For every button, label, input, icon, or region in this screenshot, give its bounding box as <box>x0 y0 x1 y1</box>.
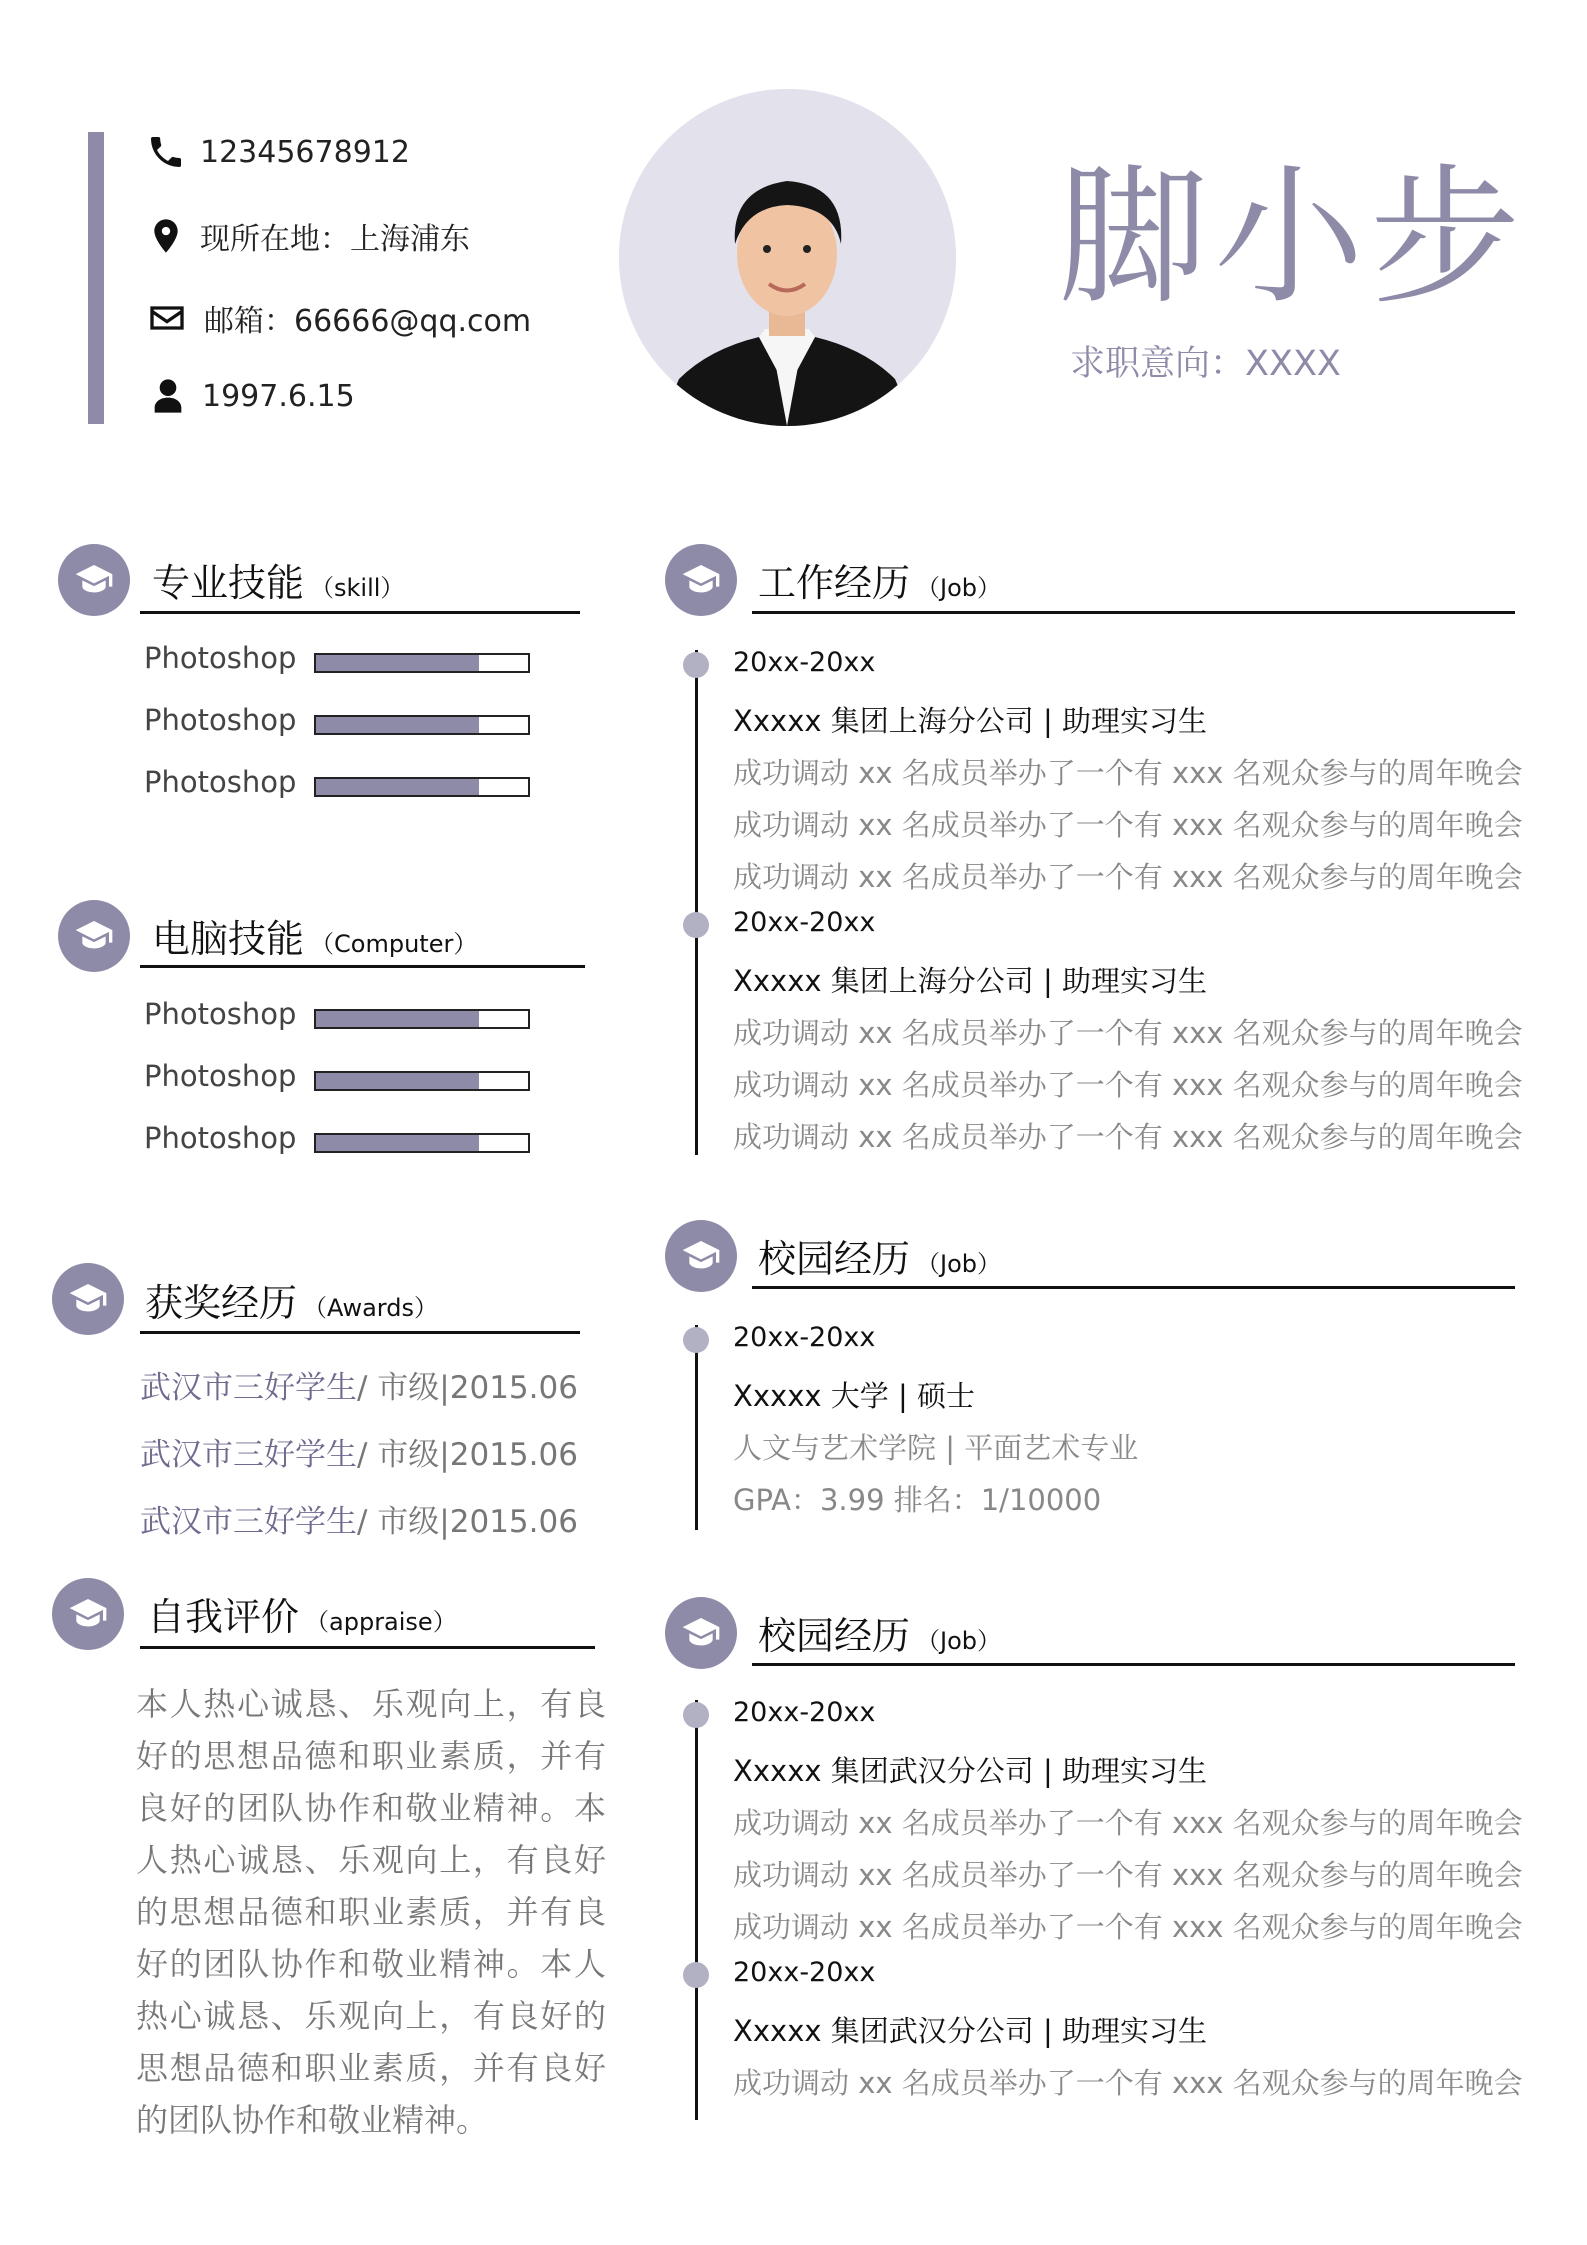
award-item <box>140 1496 578 1541</box>
section-rule <box>140 1331 580 1334</box>
location-text: 现所在地：上海浦东 <box>200 222 470 257</box>
section-rule <box>140 611 580 614</box>
entry-organization: Xxxxx 集团武汉分公司 | 助理实习生 <box>733 1754 1207 1788</box>
appraise-text: 本人热心诚恳、乐观向上，有良好的思想品德和职业素质，并有良好的团队协作和敬业精神。本人热心诚恳、乐观向上，有良好的思想品德和职业素质，并有良好的团队协作和敬业精神。本人热心诚恳、乐观向上，有良好的思想品德和职业素质，并有良好的团队协作和敬业精神。 <box>136 1685 606 2139</box>
section-icon-campus <box>665 1597 737 1669</box>
timeline-dot <box>683 1962 709 1988</box>
entry-description: 成功调动 xx 名成员举办了一个有 xxx 名观众参与的周年晚会 <box>733 860 1523 894</box>
skill-bar <box>314 1133 530 1153</box>
entry-period: 20xx-20xx <box>733 1322 876 1353</box>
section-icon-computer <box>58 900 130 972</box>
skill-bar-fill <box>316 717 479 733</box>
graduation-cap-icon <box>681 560 721 600</box>
skill-label: Photoshop <box>144 1059 297 1093</box>
section-rule <box>752 1286 1515 1289</box>
entry-description: GPA：3.99 排名：1/10000 <box>733 1483 1102 1517</box>
section-icon-awards <box>52 1263 124 1335</box>
section-title-campus: 校园经历 （Job） <box>758 1614 1002 1658</box>
section-title-computer: 电脑技能 （Computer） <box>152 917 478 961</box>
section-rule <box>752 611 1515 614</box>
mail-icon <box>144 298 190 338</box>
section-icon-job <box>665 544 737 616</box>
graduation-cap-icon <box>74 560 114 600</box>
graduation-cap-icon <box>681 1613 721 1653</box>
email-row <box>144 296 531 340</box>
section-title-job: 工作经历 （Job） <box>758 561 1002 605</box>
skill-bar-fill <box>316 779 479 795</box>
skill-bar <box>314 715 530 735</box>
birthday-row <box>148 376 355 416</box>
skill-label: Photoshop <box>144 765 297 799</box>
skill-bar <box>314 1009 530 1029</box>
award-meta: / 市级|2015.06 <box>357 1437 578 1473</box>
entry-period: 20xx-20xx <box>733 907 876 938</box>
graduation-cap-icon <box>68 1594 108 1634</box>
skill-bar <box>314 777 530 797</box>
phone-row <box>146 132 410 172</box>
skill-label: Photoshop <box>144 641 297 675</box>
phone-icon <box>146 132 186 172</box>
entry-description: 成功调动 xx 名成员举办了一个有 xxx 名观众参与的周年晚会 <box>733 2066 1523 2100</box>
timeline-line <box>695 1325 698 1530</box>
location-pin-icon <box>146 216 186 256</box>
section-icon-skill <box>58 544 130 616</box>
timeline-dot <box>683 1327 709 1353</box>
person-icon <box>148 376 188 416</box>
section-rule <box>140 965 585 968</box>
award-item <box>140 1362 578 1407</box>
section-icon-appraise <box>52 1578 124 1650</box>
skill-label: Photoshop <box>144 1121 297 1155</box>
section-title-campus: 校园经历 （Job） <box>758 1237 1002 1281</box>
entry-description: 成功调动 xx 名成员举办了一个有 xxx 名观众参与的周年晚会 <box>733 1806 1523 1840</box>
phone-text: 12345678912 <box>200 134 410 170</box>
birthday-text: 1997.6.15 <box>202 378 355 414</box>
email-text: 邮箱：66666@qq.com <box>204 304 532 339</box>
entry-description: 成功调动 xx 名成员举办了一个有 xxx 名观众参与的周年晚会 <box>733 1120 1523 1154</box>
skill-label: Photoshop <box>144 997 297 1031</box>
timeline-line <box>695 650 698 1155</box>
skill-label: Photoshop <box>144 703 297 737</box>
skill-bar-fill <box>316 655 479 671</box>
entry-period: 20xx-20xx <box>733 1957 876 1988</box>
candidate-name: 脚小步 <box>1058 151 1527 325</box>
section-title-awards: 获奖经历 （Awards） <box>145 1281 438 1325</box>
timeline-dot <box>683 912 709 938</box>
entry-description: 人文与艺术学院 | 平面艺术专业 <box>733 1431 1139 1465</box>
entry-description: 成功调动 xx 名成员举办了一个有 xxx 名观众参与的周年晚会 <box>733 1068 1523 1102</box>
entry-description: 成功调动 xx 名成员举办了一个有 xxx 名观众参与的周年晚会 <box>733 756 1523 790</box>
entry-description: 成功调动 xx 名成员举办了一个有 xxx 名观众参与的周年晚会 <box>733 1016 1523 1050</box>
entry-organization: Xxxxx 集团上海分公司 | 助理实习生 <box>733 964 1207 998</box>
timeline-line <box>695 1700 698 2120</box>
entry-description: 成功调动 xx 名成员举办了一个有 xxx 名观众参与的周年晚会 <box>733 1910 1523 1944</box>
award-name: 武汉市三好学生 <box>140 1370 357 1406</box>
graduation-cap-icon <box>68 1279 108 1319</box>
section-title-appraise: 自我评价 （appraise） <box>147 1595 457 1639</box>
timeline-dot <box>683 1702 709 1728</box>
entry-organization: Xxxxx 集团武汉分公司 | 助理实习生 <box>733 2014 1207 2048</box>
award-name: 武汉市三好学生 <box>140 1437 357 1473</box>
profile-photo <box>619 89 956 426</box>
person-portrait-illustration <box>619 89 956 426</box>
skill-bar <box>314 1071 530 1091</box>
award-item <box>140 1429 578 1474</box>
award-meta: / 市级|2015.06 <box>357 1370 578 1406</box>
skill-bar-fill <box>316 1135 479 1151</box>
accent-bar <box>88 132 104 424</box>
entry-organization: Xxxxx 集团上海分公司 | 助理实习生 <box>733 704 1207 738</box>
entry-description: 成功调动 xx 名成员举办了一个有 xxx 名观众参与的周年晚会 <box>733 1858 1523 1892</box>
skill-bar-fill <box>316 1011 479 1027</box>
graduation-cap-icon <box>74 916 114 956</box>
award-meta: / 市级|2015.06 <box>357 1504 578 1540</box>
entry-period: 20xx-20xx <box>733 647 876 678</box>
section-icon-campus <box>665 1220 737 1292</box>
timeline-dot <box>683 652 709 678</box>
award-name: 武汉市三好学生 <box>140 1504 357 1540</box>
skill-bar <box>314 653 530 673</box>
entry-period: 20xx-20xx <box>733 1697 876 1728</box>
entry-organization: Xxxxx 大学 | 硕士 <box>733 1379 975 1413</box>
graduation-cap-icon <box>681 1236 721 1276</box>
section-rule <box>140 1646 595 1649</box>
entry-description: 成功调动 xx 名成员举办了一个有 xxx 名观众参与的周年晚会 <box>733 808 1523 842</box>
section-title-skill: 专业技能 （skill） <box>152 561 405 605</box>
section-rule <box>752 1663 1515 1666</box>
location-row <box>146 214 470 258</box>
skill-bar-fill <box>316 1073 479 1089</box>
job-intent: 求职意向：XXXX <box>1070 344 1341 384</box>
